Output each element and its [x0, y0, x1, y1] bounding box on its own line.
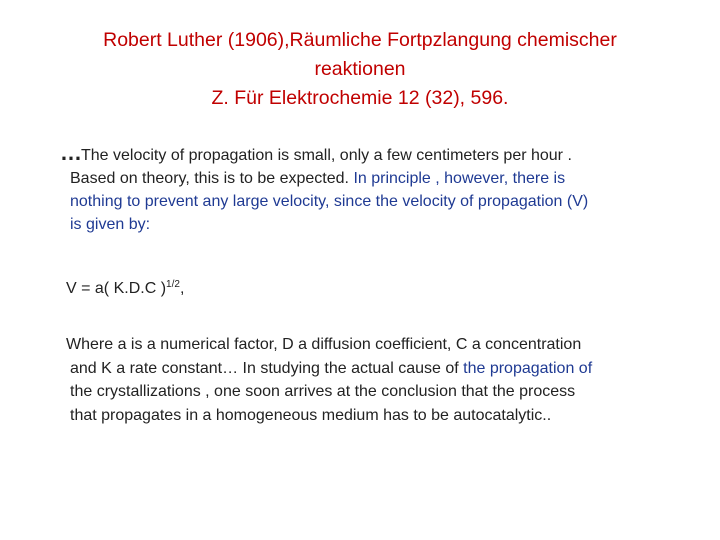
quote-text-2b: In principle , however, there is [353, 170, 566, 187]
explanation-line-2 [66, 357, 706, 381]
quote-line-3: nothing to prevent any large velocity, since the velocity of propagation (V) [70, 193, 589, 210]
explanation-text-2a: and K a rate constant… In studying the actual cause of [70, 359, 464, 377]
explanation-line-3: the crystallizations , one soon arrives at the conclusion that the process [70, 383, 576, 400]
formula-main: V = a( K.D.C ) [66, 280, 167, 297]
explanation-line-4: that propagates in a homogeneous medium has to be autocatalytic.. [70, 406, 552, 424]
quote-text-2a: Based on theory, this is to be expected. [70, 170, 354, 187]
quote-line-2 [60, 167, 700, 190]
velocity-formula [66, 273, 184, 300]
explanation-paragraph [66, 333, 706, 427]
formula-suffix: , [179, 280, 185, 297]
quote-line-4: is given by: [70, 216, 151, 233]
title-line-3: Z. Für Elektrochemie 12 (32), 596. [211, 87, 509, 109]
quote-text-1: The velocity of propagation is small, only a few centimeters per hour . [81, 147, 572, 164]
ellipsis-mark: … [60, 140, 81, 165]
quote-line-1 [60, 141, 700, 167]
title-line-2: reaktionen [314, 58, 406, 80]
explanation-line-1: Where a is a numerical factor, D a diffusion coefficient, C a concentration [66, 336, 582, 353]
quote-paragraph [60, 141, 700, 236]
explanation-text-2b: the propagation of [463, 359, 593, 377]
slide-title [0, 26, 720, 113]
title-line-1: Robert Luther (1906),Räumliche Fortpzlangung chemischer [103, 29, 617, 51]
formula-exponent: 1/2 [166, 279, 180, 290]
